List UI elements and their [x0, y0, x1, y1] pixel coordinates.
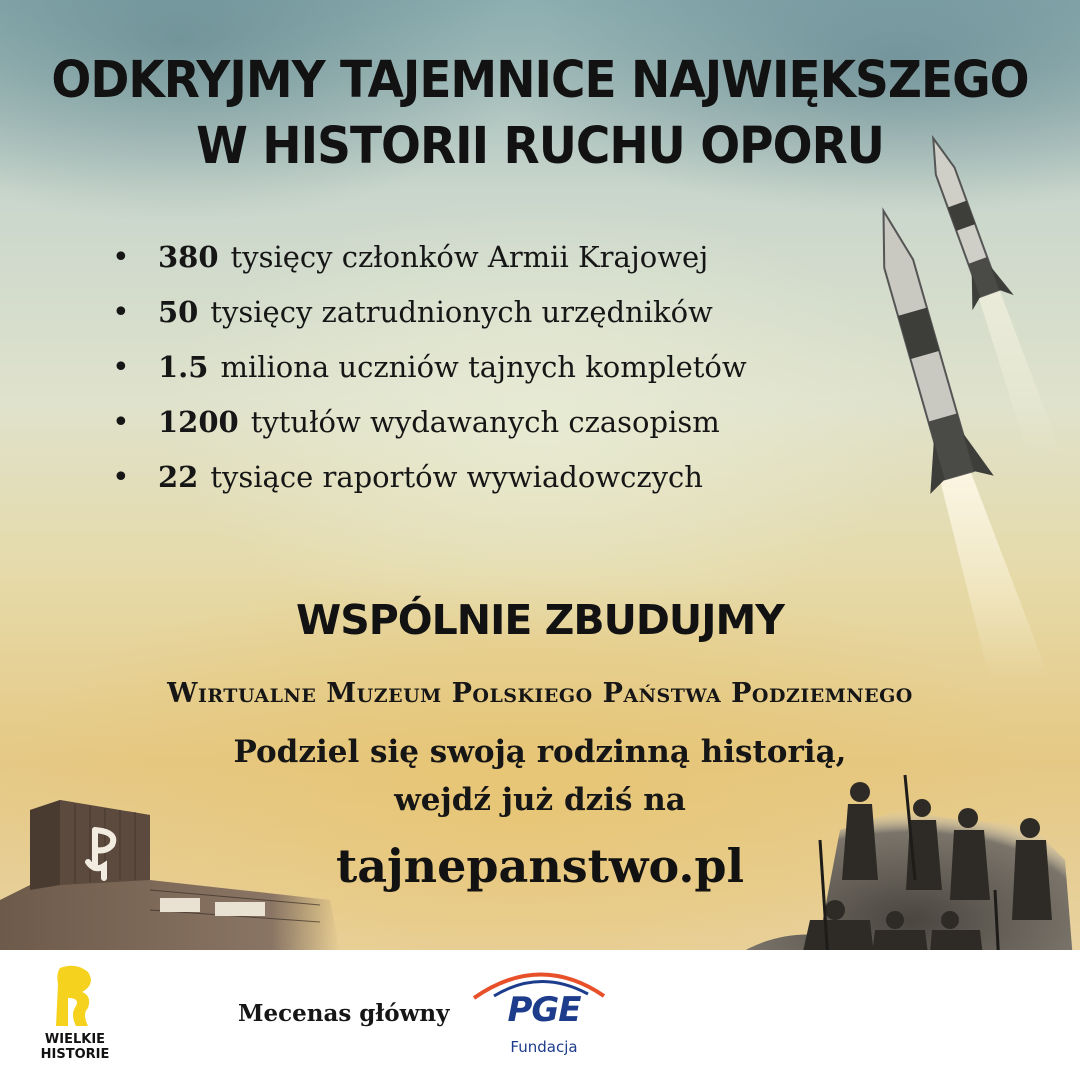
share-line-1: Podziel się swoją rodzinną historią,	[233, 734, 847, 770]
website-url-link[interactable]: tajnepanstwo.pl	[335, 839, 745, 893]
stat-text: tytułów wydawanych czasopism	[250, 405, 720, 439]
stat-item	[112, 395, 747, 450]
wielkie-historie-logo[interactable]	[30, 964, 120, 1064]
pge-wordmark: PGE	[507, 990, 581, 1030]
stat-number: 22	[158, 460, 199, 494]
wielkie-historie-logo-icon	[52, 964, 96, 1030]
stat-number: 380	[158, 240, 219, 274]
stat-number: 1.5	[158, 350, 209, 384]
stats-list	[112, 230, 747, 505]
logo-text-line-1: WIELKIE	[44, 1032, 106, 1047]
bullet-icon: •	[112, 460, 130, 495]
cta-heading: WSPÓLNIE ZBUDUJMY	[296, 596, 784, 644]
museum-name: Wirtualne Muzeum Polskiego Państwa Podziemnego	[167, 678, 913, 709]
bullet-icon: •	[112, 405, 130, 440]
bullet-icon: •	[112, 350, 130, 385]
bullet-icon: •	[112, 240, 130, 275]
stat-text: tysiące raportów wywiadowczych	[210, 460, 703, 494]
stat-text: tysięcy zatrudnionych urzędników	[210, 295, 713, 329]
stat-item	[112, 230, 747, 285]
pge-subtitle: Fundacja	[510, 1038, 578, 1056]
headline-line-2: W HISTORII RUCHU OPORU	[196, 116, 884, 177]
stat-item	[112, 340, 747, 395]
stat-item	[112, 450, 747, 505]
stat-item	[112, 285, 747, 340]
share-line-2: wejdź już dziś na	[394, 782, 686, 818]
headline-line-1: ODKRYJMY TAJEMNICE NAJWIĘKSZEGO	[51, 50, 1029, 111]
logo-text-line-2: HISTORIE	[40, 1047, 110, 1062]
stat-number: 1200	[158, 405, 239, 439]
patron-label: Mecenas główny	[238, 1000, 450, 1027]
pge-fundacja-logo[interactable]	[470, 962, 610, 1062]
stat-text: tysięcy członków Armii Krajowej	[230, 240, 709, 274]
bullet-icon: •	[112, 295, 130, 330]
stat-text: miliona uczniów tajnych kompletów	[220, 350, 747, 384]
stat-number: 50	[158, 295, 199, 329]
